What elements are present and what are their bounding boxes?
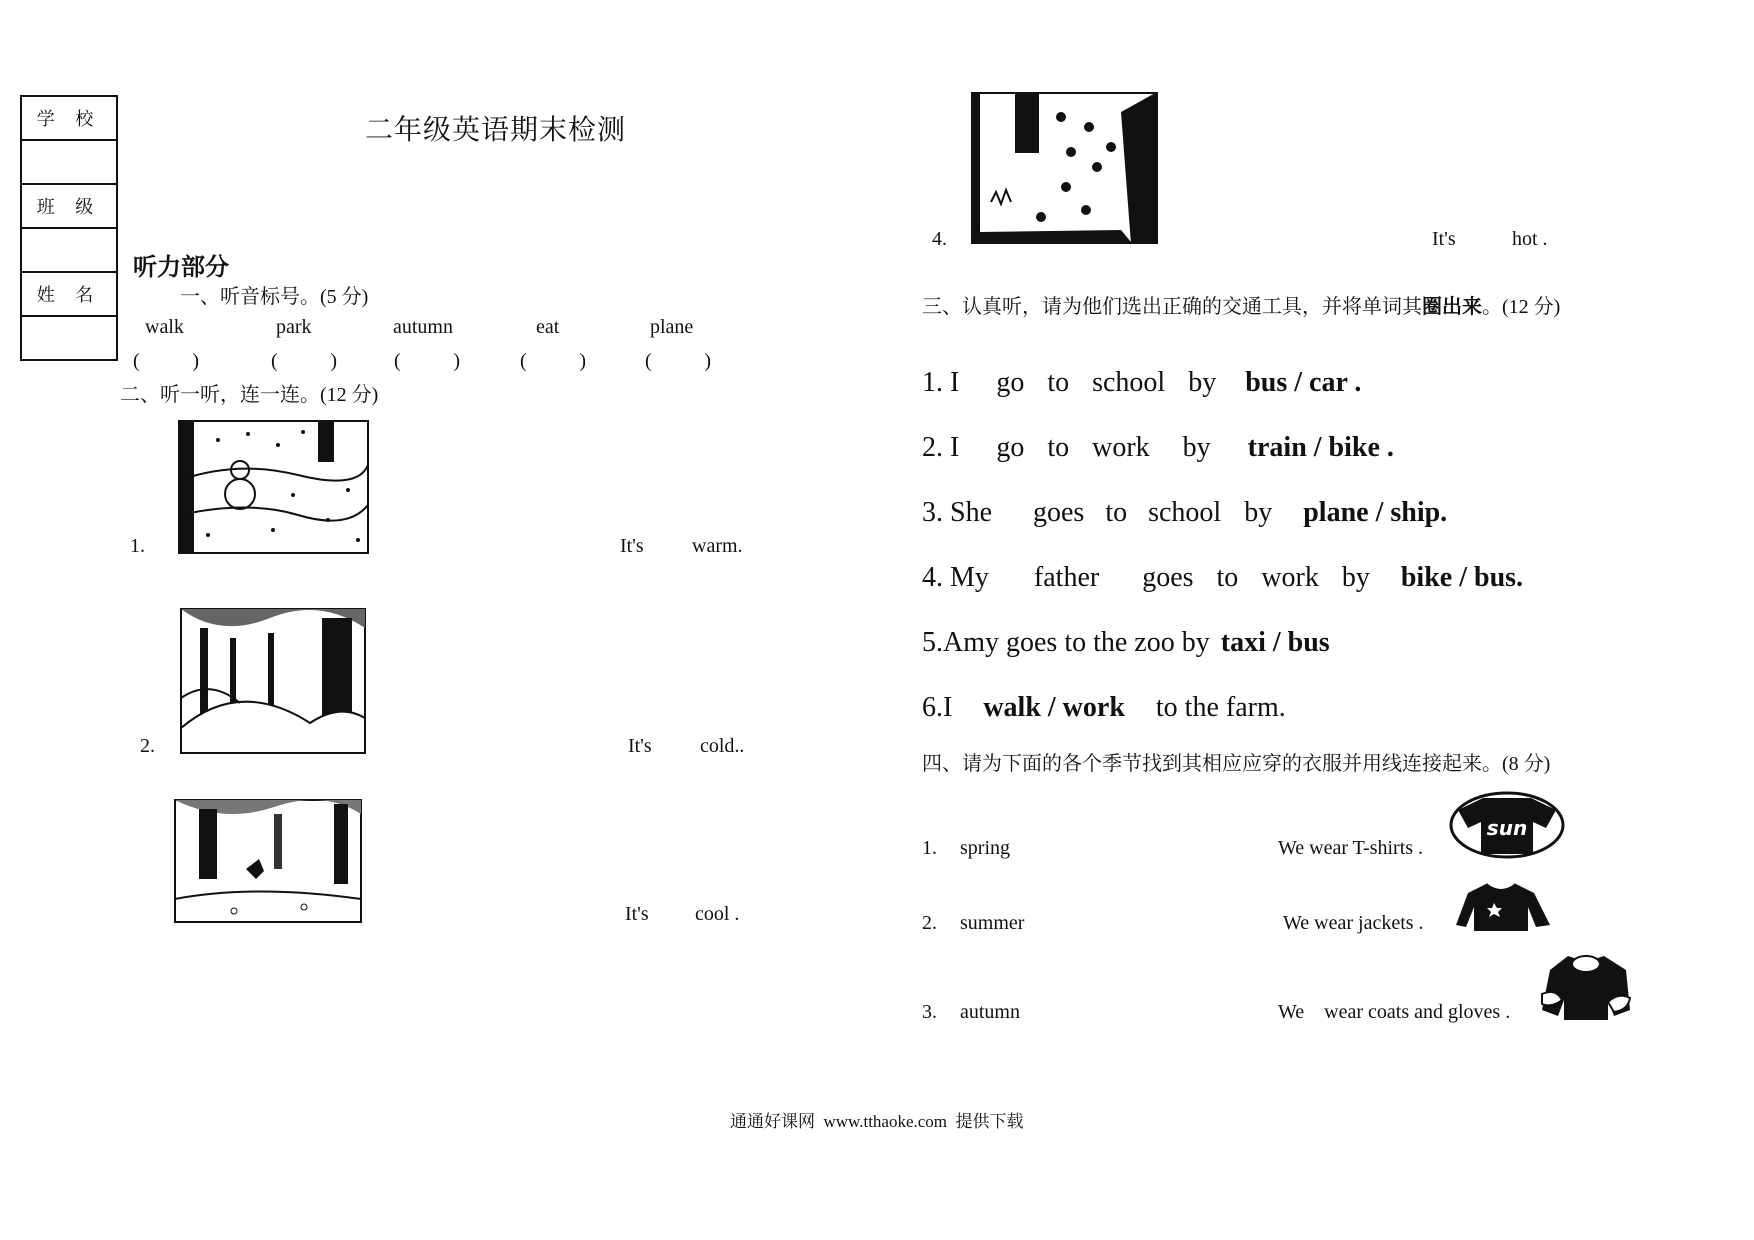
info-name-field[interactable]: [22, 317, 116, 359]
season-spring[interactable]: spring: [960, 837, 1010, 859]
question-5: 5.Amy goes to the zoo by taxi / bus: [922, 627, 1330, 658]
answer-blank-5[interactable]: ( ): [645, 350, 711, 372]
question-4: 4. My father goes to work by bike / bus.: [922, 562, 1524, 593]
season-num-2: 2.: [922, 912, 937, 934]
item-number-4: 4.: [932, 228, 947, 250]
info-class-label: 班 级: [22, 185, 116, 229]
tshirt-icon: [1448, 790, 1566, 860]
clothes-sentence-coats[interactable]: We wear coats and gloves .: [1278, 1001, 1511, 1023]
footer-source: 通通好课网 www.tthaoke.com 提供下载: [730, 1112, 1024, 1131]
transport-options-2[interactable]: train / bike .: [1247, 432, 1394, 463]
transport-options-1[interactable]: bus / car .: [1245, 367, 1362, 398]
its-label-1: It's: [620, 535, 644, 557]
page-title: 二年级英语期末检测: [365, 115, 627, 146]
weather-word-hot[interactable]: hot .: [1512, 228, 1548, 250]
info-school-field[interactable]: [22, 141, 116, 185]
word-autumn: autumn: [393, 316, 453, 338]
weather-word-cool[interactable]: cool .: [695, 903, 740, 925]
snowman-picture: [178, 420, 369, 554]
transport-options-3[interactable]: plane / ship.: [1303, 497, 1448, 528]
transport-options-6[interactable]: walk / work: [983, 692, 1125, 723]
answer-blank-3[interactable]: ( ): [394, 350, 460, 372]
word-park: park: [276, 316, 312, 338]
season-summer[interactable]: summer: [960, 912, 1025, 934]
its-label-2: It's: [628, 735, 652, 757]
listening-heading: 听力部分: [133, 255, 229, 281]
its-label-3: It's: [625, 903, 649, 925]
word-walk: walk: [145, 316, 184, 338]
info-school-label: 学 校: [22, 97, 116, 141]
summer-picture: [971, 92, 1158, 244]
answer-blank-4[interactable]: ( ): [520, 350, 586, 372]
autumn-forest-picture: [174, 799, 362, 923]
spring-trees-picture: [180, 608, 366, 754]
season-num-1: 1.: [922, 837, 937, 859]
info-class-field[interactable]: [22, 229, 116, 273]
question-2: 2. I go to work by train / bike .: [922, 432, 1394, 463]
weather-word-warm[interactable]: warm.: [692, 535, 743, 557]
its-label-4: It's: [1432, 228, 1456, 250]
jacket-icon: [1446, 875, 1556, 933]
section2-heading: 二、听一听，连一连。(12 分): [120, 384, 379, 406]
item-number-1: 1.: [130, 535, 145, 557]
section3-heading: 三、认真听，请为他们选出正确的交通工具，并将单词其圈出来。(12 分): [922, 296, 1561, 318]
question-6: 6.I walk / work to the farm.: [922, 692, 1286, 723]
clothes-sentence-jackets[interactable]: We wear jackets .: [1283, 912, 1424, 934]
season-num-3: 3.: [922, 1001, 937, 1023]
transport-options-5[interactable]: taxi / bus: [1220, 627, 1330, 658]
coat-and-gloves-icon: [1538, 950, 1634, 1022]
word-eat: eat: [536, 316, 560, 338]
weather-word-cold[interactable]: cold..: [700, 735, 745, 757]
item-number-2: 2.: [140, 735, 155, 757]
answer-blank-2[interactable]: ( ): [271, 350, 337, 372]
student-info-box: [20, 95, 118, 361]
question-3: 3. She goes to school by plane / ship.: [922, 497, 1448, 528]
clothes-sentence-tshirts[interactable]: We wear T-shirts .: [1278, 837, 1424, 859]
word-plane: plane: [650, 316, 694, 338]
season-autumn[interactable]: autumn: [960, 1001, 1020, 1023]
answer-blank-1[interactable]: ( ): [133, 350, 199, 372]
question-1: 1. I go to school by bus / car .: [922, 367, 1362, 398]
svg-text:sun: sun: [1486, 816, 1528, 840]
transport-options-4[interactable]: bike / bus.: [1400, 562, 1524, 593]
section1-heading: 一、听音标号。(5 分): [180, 286, 369, 308]
info-name-label: 姓 名: [22, 273, 116, 317]
section4-heading: 四、请为下面的各个季节找到其相应应穿的衣服并用线连接起来。(8 分): [922, 753, 1551, 775]
